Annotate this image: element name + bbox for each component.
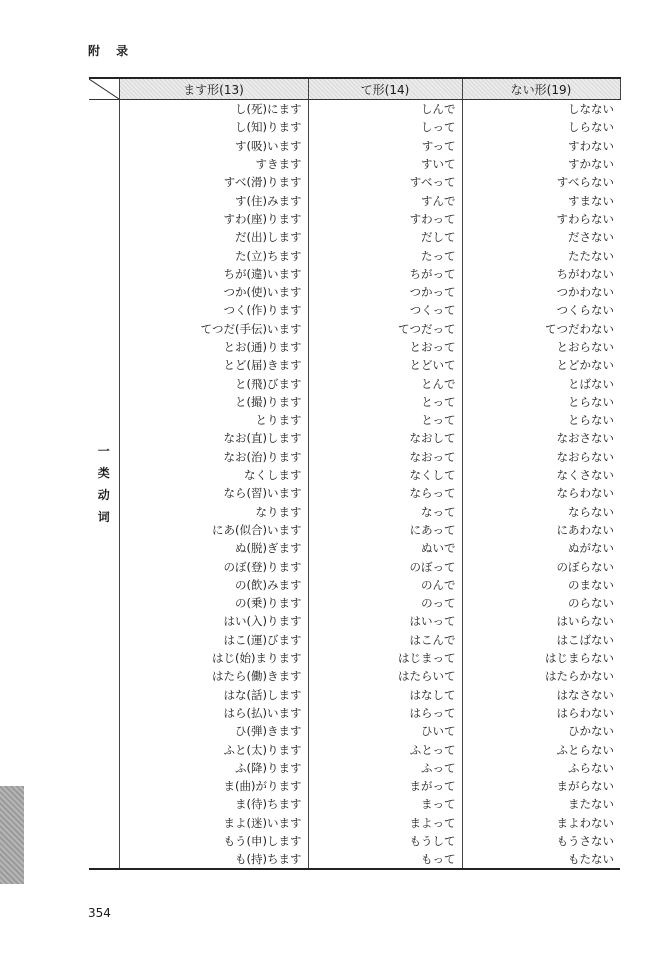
te-form-cell: ふって — [308, 759, 462, 777]
masu-form-cell: てつだ(手伝)います — [119, 320, 308, 338]
te-form-cell: ちがって — [308, 265, 462, 283]
te-form-cell: ひいて — [308, 722, 462, 740]
table-row — [89, 448, 620, 466]
masu-form-cell: ふ(降)ります — [119, 759, 308, 777]
table-row — [89, 411, 620, 429]
te-form-cell: ふとって — [308, 740, 462, 758]
masu-form-cell: すわ(座)ります — [119, 210, 308, 228]
table-row — [89, 521, 620, 539]
te-form-cell: すんで — [308, 191, 462, 209]
te-form-cell: たって — [308, 246, 462, 264]
te-form-cell: なおして — [308, 429, 462, 447]
table-row — [89, 740, 620, 758]
table-row — [89, 338, 620, 356]
masu-form-cell: まよ(迷)います — [119, 814, 308, 832]
nai-form-cell: ぬがない — [462, 539, 620, 557]
masu-form-cell: た(立)ちます — [119, 246, 308, 264]
nai-form-cell: ふとらない — [462, 740, 620, 758]
masu-form-cell: のぼ(登)ります — [119, 557, 308, 575]
table-row — [89, 210, 620, 228]
table-row — [89, 612, 620, 630]
column-header-te: て形(14) — [308, 78, 462, 100]
nai-form-cell: なおらない — [462, 448, 620, 466]
te-form-cell: つくって — [308, 301, 462, 319]
table-row — [89, 759, 620, 777]
masu-form-cell: も(持)ちます — [119, 850, 308, 869]
table-row — [89, 301, 620, 319]
masu-form-cell: ふと(太)ります — [119, 740, 308, 758]
table-row — [89, 539, 620, 557]
masu-form-cell: と(飛)びます — [119, 374, 308, 392]
verb-conjugation-table — [89, 77, 621, 870]
table-row — [89, 631, 620, 649]
category-char: 一 — [97, 444, 110, 459]
te-form-cell: ぬいで — [308, 539, 462, 557]
te-form-cell: のって — [308, 594, 462, 612]
table-row — [89, 155, 620, 173]
masu-form-cell: もう(申)します — [119, 832, 308, 850]
masu-form-cell: とど(届)きます — [119, 356, 308, 374]
te-form-cell: もうして — [308, 832, 462, 850]
nai-form-cell: ださない — [462, 228, 620, 246]
te-form-cell: なくして — [308, 466, 462, 484]
masu-form-cell: はい(入)ります — [119, 612, 308, 630]
te-form-cell: すわって — [308, 210, 462, 228]
nai-form-cell: はたらかない — [462, 667, 620, 685]
te-form-cell: ならって — [308, 484, 462, 502]
page-number: 354 — [88, 906, 111, 920]
nai-form-cell: はじまらない — [462, 649, 620, 667]
column-header-masu: ます形(13) — [119, 78, 308, 100]
masu-form-cell: とります — [119, 411, 308, 429]
table-row — [89, 686, 620, 704]
masu-form-cell: と(撮)ります — [119, 393, 308, 411]
appendix-header: 附 录 — [88, 44, 135, 58]
masu-form-cell: し(死)にます — [119, 100, 308, 119]
table-row — [89, 173, 620, 191]
nai-form-cell: すわらない — [462, 210, 620, 228]
category-char: 类 — [97, 466, 110, 481]
nai-form-cell: のぼらない — [462, 557, 620, 575]
te-form-cell: なって — [308, 503, 462, 521]
te-form-cell: はらって — [308, 704, 462, 722]
table-row — [89, 704, 620, 722]
masu-form-cell: ちが(違)います — [119, 265, 308, 283]
masu-form-cell: にあ(似合)います — [119, 521, 308, 539]
masu-form-cell: つく(作)ります — [119, 301, 308, 319]
masu-form-cell: し(知)ります — [119, 118, 308, 136]
te-form-cell: とって — [308, 411, 462, 429]
table-row — [89, 393, 620, 411]
masu-form-cell: す(住)みます — [119, 191, 308, 209]
masu-form-cell: ぬ(脱)ぎます — [119, 539, 308, 557]
nai-form-cell: すべらない — [462, 173, 620, 191]
masu-form-cell: はら(払)います — [119, 704, 308, 722]
table-row — [89, 814, 620, 832]
table-row — [89, 667, 620, 685]
te-form-cell: とんで — [308, 374, 462, 392]
masu-form-cell: はな(話)します — [119, 686, 308, 704]
nai-form-cell: はらわない — [462, 704, 620, 722]
nai-form-cell: もうさない — [462, 832, 620, 850]
nai-form-cell: すかない — [462, 155, 620, 173]
table-row — [89, 576, 620, 594]
masu-form-cell: とお(通)ります — [119, 338, 308, 356]
masu-form-cell: はじ(始)まります — [119, 649, 308, 667]
table-row — [89, 283, 620, 301]
table-row — [89, 832, 620, 850]
nai-form-cell: にあわない — [462, 521, 620, 539]
te-form-cell: だして — [308, 228, 462, 246]
te-form-cell: つかって — [308, 283, 462, 301]
masu-form-cell: はこ(運)びます — [119, 631, 308, 649]
te-form-cell: とって — [308, 393, 462, 411]
te-form-cell: はこんで — [308, 631, 462, 649]
te-form-cell: のんで — [308, 576, 462, 594]
masu-form-cell: だ(出)します — [119, 228, 308, 246]
table-row — [89, 246, 620, 264]
category-label — [89, 100, 119, 870]
category-char: 词 — [97, 510, 110, 525]
te-form-cell: すべって — [308, 173, 462, 191]
nai-form-cell: はいらない — [462, 612, 620, 630]
masu-form-cell: つか(使)います — [119, 283, 308, 301]
table-row — [89, 557, 620, 575]
nai-form-cell: ちがわない — [462, 265, 620, 283]
te-form-cell: にあって — [308, 521, 462, 539]
table-row — [89, 320, 620, 338]
te-form-cell: はじまって — [308, 649, 462, 667]
te-form-cell: まよって — [308, 814, 462, 832]
te-form-cell: まって — [308, 795, 462, 813]
te-form-cell: なおって — [308, 448, 462, 466]
te-form-cell: はいって — [308, 612, 462, 630]
masu-form-cell: なら(習)います — [119, 484, 308, 502]
nai-form-cell: すまない — [462, 191, 620, 209]
table-row — [89, 850, 620, 869]
nai-form-cell: とばない — [462, 374, 620, 392]
masu-form-cell: の(飲)みます — [119, 576, 308, 594]
masu-form-cell: なお(治)ります — [119, 448, 308, 466]
te-form-cell: もって — [308, 850, 462, 869]
masu-form-cell: すべ(滑)ります — [119, 173, 308, 191]
side-thumb-tab — [0, 786, 24, 884]
table-row — [89, 137, 620, 155]
table-row — [89, 484, 620, 502]
masu-form-cell: すきます — [119, 155, 308, 173]
nai-form-cell: またない — [462, 795, 620, 813]
masu-form-cell: ひ(弾)きます — [119, 722, 308, 740]
nai-form-cell: はなさない — [462, 686, 620, 704]
te-form-cell: とおって — [308, 338, 462, 356]
masu-form-cell: なります — [119, 503, 308, 521]
table-row — [89, 795, 620, 813]
table-row — [89, 649, 620, 667]
masu-form-cell: なくします — [119, 466, 308, 484]
nai-form-cell: しらない — [462, 118, 620, 136]
te-form-cell: はたらいて — [308, 667, 462, 685]
nai-form-cell: はこばない — [462, 631, 620, 649]
table-row — [89, 374, 620, 392]
corner-diagonal-cell — [89, 78, 119, 100]
te-form-cell: すいて — [308, 155, 462, 173]
te-form-cell: てつだって — [308, 320, 462, 338]
nai-form-cell: とらない — [462, 393, 620, 411]
nai-form-cell: しなない — [462, 100, 620, 119]
te-form-cell: のぼって — [308, 557, 462, 575]
nai-form-cell: なおさない — [462, 429, 620, 447]
masu-form-cell: ま(曲)がります — [119, 777, 308, 795]
masu-form-cell: はたら(働)きます — [119, 667, 308, 685]
te-form-cell: しって — [308, 118, 462, 136]
te-form-cell: まがって — [308, 777, 462, 795]
nai-form-cell: とおらない — [462, 338, 620, 356]
nai-form-cell: ふらない — [462, 759, 620, 777]
nai-form-cell: つくらない — [462, 301, 620, 319]
nai-form-cell: のらない — [462, 594, 620, 612]
table-row — [89, 265, 620, 283]
masu-form-cell: ま(待)ちます — [119, 795, 308, 813]
nai-form-cell: ひかない — [462, 722, 620, 740]
nai-form-cell: てつだわない — [462, 320, 620, 338]
category-char: 动 — [97, 488, 110, 503]
column-header-nai: ない形(19) — [462, 78, 620, 100]
nai-form-cell: とらない — [462, 411, 620, 429]
table-row — [89, 356, 620, 374]
nai-form-cell: とどかない — [462, 356, 620, 374]
nai-form-cell: もたない — [462, 850, 620, 869]
table-row — [89, 722, 620, 740]
table-row — [89, 228, 620, 246]
table-row — [89, 594, 620, 612]
nai-form-cell: たたない — [462, 246, 620, 264]
nai-form-cell: ならわない — [462, 484, 620, 502]
te-form-cell: すって — [308, 137, 462, 155]
table-row — [89, 118, 620, 136]
table-row — [89, 191, 620, 209]
table-header-row — [89, 78, 620, 100]
nai-form-cell: なくさない — [462, 466, 620, 484]
nai-form-cell: のまない — [462, 576, 620, 594]
nai-form-cell: つかわない — [462, 283, 620, 301]
te-form-cell: しんで — [308, 100, 462, 119]
masu-form-cell: なお(直)します — [119, 429, 308, 447]
nai-form-cell: まがらない — [462, 777, 620, 795]
masu-form-cell: す(吸)います — [119, 137, 308, 155]
nai-form-cell: ならない — [462, 503, 620, 521]
table-row — [89, 100, 620, 119]
te-form-cell: はなして — [308, 686, 462, 704]
masu-form-cell: の(乗)ります — [119, 594, 308, 612]
table-row — [89, 466, 620, 484]
table-row — [89, 503, 620, 521]
table-row — [89, 429, 620, 447]
nai-form-cell: すわない — [462, 137, 620, 155]
te-form-cell: とどいて — [308, 356, 462, 374]
table-row — [89, 777, 620, 795]
nai-form-cell: まよわない — [462, 814, 620, 832]
